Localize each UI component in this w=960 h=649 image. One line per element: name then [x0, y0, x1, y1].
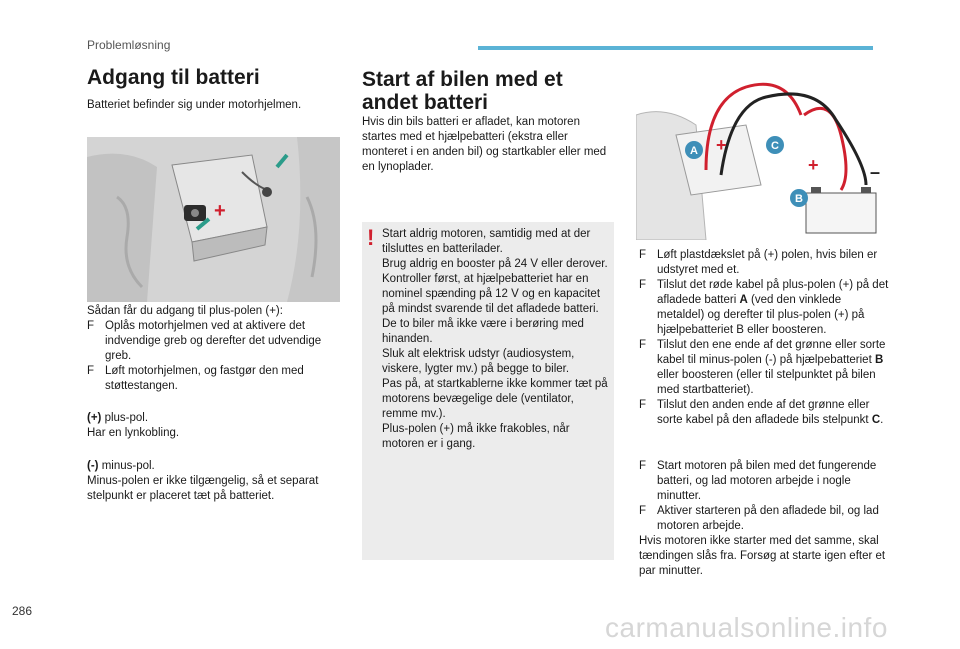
jump-start-drawing: [636, 75, 886, 240]
label-a: A: [690, 145, 698, 157]
label-b: B: [795, 193, 803, 205]
list-item: [639, 398, 889, 428]
list-item-text: (ved den vinklede metaldel) og derefter til plus-polen (+) på hjælpebatteriet B eller boosteren.: [657, 294, 865, 336]
minus-pole-description: [87, 459, 347, 504]
list-item-text: Start motoren på bilen med det fungerende batteri, og lad motoren arbejde i nogle minutter.: [657, 460, 877, 502]
list-item: [639, 278, 889, 338]
watermark: carmanualsonline.info: [605, 612, 888, 643]
list-item-text: Tilslut den ene ende af det grønne eller sorte kabel til minus-polen (-) på hjælpebatteriet: [657, 339, 886, 366]
plus-sign-icon: +: [808, 155, 819, 175]
plus-pole-label: (+): [87, 412, 102, 424]
connection-steps: [639, 248, 889, 428]
minus-pole-label: (-): [87, 460, 99, 472]
warning-box: [362, 222, 614, 560]
list-item-text: Oplås motorhjelmen ved at aktivere det indvendige greb og derefter det udvendige greb.: [105, 320, 322, 362]
bullet-icon: F: [639, 339, 647, 351]
section-title: Problemløsning: [87, 38, 171, 52]
bullet-icon: F: [639, 399, 647, 411]
header-accent-bar: [478, 46, 873, 50]
warning-line: Sluk alt elektrisk udstyr (audiosystem, viskere, lygter mv.) på begge to biler.: [382, 348, 575, 375]
access-instructions: [87, 304, 342, 394]
list-item-text: .: [880, 414, 884, 426]
label-c: C: [771, 140, 779, 152]
list-item-text: Tilslut den anden ende af det grønne eller sorte kabel på den afladede bils stelpunkt: [657, 399, 872, 426]
warning-line: De to biler må ikke være i berøring med hinanden.: [382, 318, 584, 345]
list-item: [639, 248, 889, 278]
battery-location-text: Batteriet befinder sig under motorhjelmen.: [87, 99, 302, 111]
plus-pole-note: Har en lynkobling.: [87, 427, 180, 439]
list-item-bold: A: [739, 294, 748, 306]
warning-line: Brug aldrig en booster på 24 V eller derover.: [382, 258, 608, 270]
plus-sign-icon: +: [716, 135, 727, 155]
bullet-icon: F: [87, 320, 95, 332]
list-item-text: Aktiver starteren på den afladede bil, og lad motoren arbejde.: [657, 505, 879, 532]
heading-jump-start: Start af bilen med et andet batteri: [362, 68, 563, 114]
plus-pole-text: plus-pol.: [101, 412, 149, 424]
bullet-icon: F: [639, 460, 647, 472]
warning-line: Start aldrig motoren, samtidig med at der tilsluttes en batterilader.: [382, 228, 591, 255]
list-item-text: Løft motorhjelmen, og fastgør den med støttestangen.: [105, 365, 304, 392]
start-steps: [639, 459, 889, 579]
bullet-icon: F: [87, 365, 95, 377]
warning-text: [382, 227, 612, 452]
warning-line: Kontroller først, at hjælpebatteriet har en nominel spænding på 12 V og en kapacitet på mindst svarende til det afladede batteri.: [382, 273, 601, 315]
warning-icon: !: [367, 225, 375, 250]
list-item-bold: B: [874, 354, 884, 366]
access-instructions-intro: Sådan får du adgang til plus-polen (+):: [87, 305, 283, 317]
bullet-icon: F: [639, 249, 647, 261]
plus-sign-icon: +: [214, 200, 226, 222]
bullet-icon: F: [639, 279, 647, 291]
engine-bay-illustration: [87, 137, 340, 302]
access-step-list: [87, 319, 342, 394]
minus-pole-note: Minus-polen er ikke tilgængelig, så et separat stelpunkt er placeret tæt på batteriet.: [87, 475, 319, 502]
list-item: [639, 504, 889, 534]
list-item-text: Løft plastdækslet på (+) polen, hvis bilen er udstyret med et.: [657, 249, 878, 276]
engine-bay-drawing: [87, 137, 340, 302]
start-step-list: [639, 459, 889, 534]
jump-start-intro: Hvis din bils batteri er afladet, kan motoren startes med et hjælpebatteri (ekstra eller monteret i en anden bil) og startkabler eller med en lynoplader.: [362, 116, 607, 173]
warning-line: Pas på, at startkablerne ikke kommer tæt på motorens bevægelige dele (ventilator, remme mv.).: [382, 378, 608, 420]
page-number: 286: [12, 604, 33, 618]
list-item: [87, 364, 342, 394]
list-item-bold: C: [871, 414, 881, 426]
heading-battery-access: Adgang til batteri: [87, 66, 260, 89]
connection-step-list: [639, 248, 889, 428]
list-item: [639, 459, 889, 504]
list-item: [87, 319, 342, 364]
plus-pole-description: [87, 411, 342, 441]
jump-start-diagram: [636, 75, 886, 240]
minus-sign-icon: –: [870, 162, 881, 182]
list-item-text: Tilslut det røde kabel på plus-polen (+) på det afladede batteri: [657, 279, 889, 306]
minus-pole-text: minus-pol.: [98, 460, 155, 472]
warning-line: Plus-polen (+) må ikke frakobles, når motoren er i gang.: [382, 423, 570, 450]
list-item: [639, 338, 889, 398]
list-item-text: eller boosteren (eller til stelpunktet på bilen med startbatteriet).: [657, 369, 876, 396]
bullet-icon: F: [639, 505, 647, 517]
restart-note: Hvis motoren ikke starter med det samme, skal tændingen slås fra. Forsøg at starte igen efter et par minutter.: [639, 535, 886, 577]
